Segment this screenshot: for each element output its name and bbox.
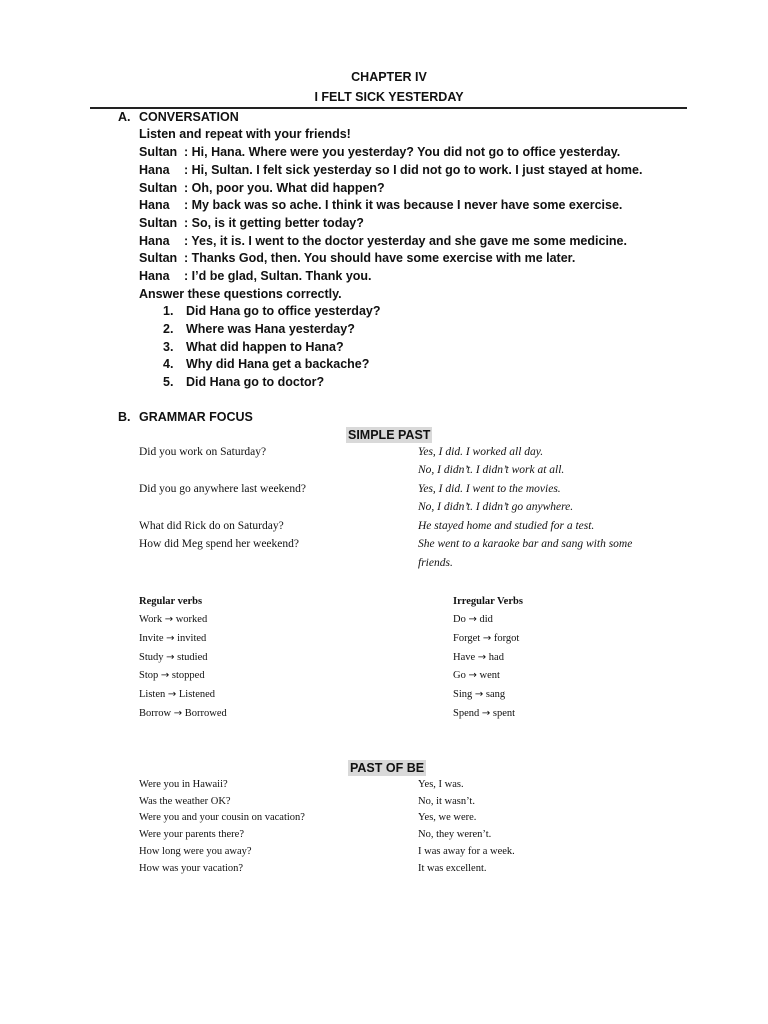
verb-past: sang bbox=[485, 689, 506, 700]
question-number: 2. bbox=[163, 322, 174, 336]
dialogue-line: : I’d be glad, Sultan. Thank you. bbox=[184, 269, 372, 283]
question-number: 4. bbox=[163, 357, 174, 371]
verb-base: Spend bbox=[453, 708, 480, 719]
verb-pair bbox=[139, 614, 207, 625]
dialogue-line: : Hi, Sultan. I felt sick yesterday so I did not go to work. I just stayed at home. bbox=[184, 163, 643, 177]
sp-answer: She went to a karaoke bar and sang with some bbox=[418, 538, 633, 550]
irregular-verbs-heading: Irregular Verbs bbox=[453, 596, 523, 607]
verb-base: Borrow bbox=[139, 708, 172, 719]
verb-past: had bbox=[488, 652, 504, 663]
sp-answer: Yes, I did. I went to the movies. bbox=[418, 483, 561, 495]
dialogue-speaker: Sultan bbox=[139, 251, 178, 265]
sp-answer: No, I didn’t. I didn’t work at all. bbox=[418, 464, 565, 476]
arrow-right-icon: → bbox=[468, 670, 477, 681]
verb-pair bbox=[453, 708, 515, 719]
question-number: 5. bbox=[163, 375, 174, 389]
arrow-right-icon: → bbox=[482, 633, 492, 644]
question-text: Why did Hana get a backache? bbox=[186, 357, 370, 371]
arrow-right-icon: → bbox=[160, 670, 170, 681]
question-text: Did Hana go to doctor? bbox=[186, 375, 325, 389]
pob-answer: I was away for a week. bbox=[418, 846, 515, 857]
sp-answer: No, I didn’t. I didn’t go anywhere. bbox=[418, 501, 574, 513]
arrow-right-icon: → bbox=[166, 633, 175, 644]
verb-past: stopped bbox=[171, 670, 205, 681]
arrow-right-icon: → bbox=[477, 652, 487, 663]
past-of-be-title-text: PAST OF BE bbox=[350, 761, 425, 775]
verb-base: Invite bbox=[139, 633, 164, 644]
verb-past: Borrowed bbox=[184, 708, 227, 719]
section-a-heading: CONVERSATION bbox=[139, 110, 239, 124]
verb-past: spent bbox=[492, 708, 516, 719]
verb-base: Stop bbox=[139, 670, 159, 681]
pob-answer: Yes, I was. bbox=[418, 779, 464, 790]
arrow-right-icon: → bbox=[164, 614, 174, 625]
simple-past-title-text: SIMPLE PAST bbox=[348, 428, 431, 442]
title-divider bbox=[90, 107, 687, 109]
sp-answer: friends. bbox=[418, 557, 453, 569]
pob-question: How long were you away? bbox=[139, 846, 252, 857]
question-text: Did Hana go to office yesterday? bbox=[186, 304, 381, 318]
dialogue-speaker: Hana bbox=[139, 163, 170, 177]
questions-heading: Answer these questions correctly. bbox=[139, 287, 342, 301]
verb-pair bbox=[139, 652, 208, 663]
section-b-letter: B. bbox=[118, 410, 131, 424]
dialogue-line: : Oh, poor you. What did happen? bbox=[184, 181, 385, 195]
section-b-heading: GRAMMAR FOCUS bbox=[139, 410, 253, 424]
verb-base: Study bbox=[139, 652, 164, 663]
verb-base: Listen bbox=[139, 689, 166, 700]
pob-question: Was the weather OK? bbox=[139, 796, 231, 807]
dialogue-speaker: Sultan bbox=[139, 145, 178, 159]
dialogue-line: : Thanks God, then. You should have some exercise with me later. bbox=[184, 251, 576, 265]
verb-past: worked bbox=[175, 614, 208, 625]
past-of-be-title bbox=[348, 761, 426, 775]
question-text: What did happen to Hana? bbox=[186, 340, 344, 354]
question-number: 3. bbox=[163, 340, 174, 354]
arrow-right-icon: → bbox=[166, 652, 175, 663]
dialogue-speaker: Sultan bbox=[139, 216, 178, 230]
verb-pair bbox=[453, 652, 504, 663]
verb-pair bbox=[453, 614, 493, 625]
verb-pair bbox=[453, 670, 500, 681]
verb-past: forgot bbox=[493, 633, 520, 644]
arrow-right-icon: → bbox=[474, 689, 484, 700]
pob-answer: It was excellent. bbox=[418, 863, 487, 874]
verb-base: Do bbox=[453, 614, 466, 625]
verb-past: invited bbox=[177, 633, 207, 644]
arrow-right-icon: → bbox=[173, 708, 183, 719]
dialogue-speaker: Hana bbox=[139, 234, 170, 248]
chapter-label: CHAPTER IV bbox=[351, 70, 427, 84]
verb-pair bbox=[139, 670, 205, 681]
verb-pair bbox=[453, 633, 519, 644]
arrow-right-icon: → bbox=[167, 689, 177, 700]
sp-answer: He stayed home and studied for a test. bbox=[418, 520, 595, 532]
pob-question: Were you in Hawaii? bbox=[139, 779, 228, 790]
verb-past: studied bbox=[177, 652, 208, 663]
chapter-title: I FELT SICK YESTERDAY bbox=[314, 90, 464, 104]
verb-base: Sing bbox=[453, 689, 473, 700]
sp-question: Did you go anywhere last weekend? bbox=[139, 483, 307, 495]
dialogue-line: : My back was so ache. I think it was because I never have some exercise. bbox=[184, 198, 623, 212]
pob-answer: Yes, we were. bbox=[418, 812, 477, 823]
verb-pair bbox=[139, 689, 215, 700]
dialogue-speaker: Hana bbox=[139, 198, 170, 212]
dialogue-line: : So, is it getting better today? bbox=[184, 216, 364, 230]
verb-base: Have bbox=[453, 652, 476, 663]
sp-answer: Yes, I did. I worked all day. bbox=[418, 446, 544, 458]
section-a-letter: A. bbox=[118, 110, 131, 124]
verb-past: went bbox=[479, 670, 500, 681]
dialogue-speaker: Sultan bbox=[139, 181, 178, 195]
verb-past: did bbox=[479, 614, 493, 625]
simple-past-title bbox=[346, 428, 432, 442]
conversation-instruction: Listen and repeat with your friends! bbox=[139, 127, 351, 141]
verb-base: Forget bbox=[453, 633, 481, 644]
pob-question: How was your vacation? bbox=[139, 863, 244, 874]
verb-pair bbox=[139, 633, 206, 644]
pob-question: Were your parents there? bbox=[139, 829, 244, 840]
dialogue-line: : Yes, it is. I went to the doctor yesterday and she gave me some medicine. bbox=[184, 234, 627, 248]
verb-past: Listened bbox=[178, 689, 216, 700]
verb-base: Go bbox=[453, 670, 466, 681]
question-number: 1. bbox=[163, 304, 174, 318]
sp-question: What did Rick do on Saturday? bbox=[139, 520, 284, 532]
question-text: Where was Hana yesterday? bbox=[186, 322, 355, 336]
verb-pair bbox=[453, 689, 505, 700]
verb-base: Work bbox=[139, 614, 163, 625]
arrow-right-icon: → bbox=[468, 614, 477, 625]
sp-question: Did you work on Saturday? bbox=[139, 446, 267, 458]
pob-answer: No, it wasn’t. bbox=[418, 796, 475, 807]
dialogue-speaker: Hana bbox=[139, 269, 170, 283]
dialogue-line: : Hi, Hana. Where were you yesterday? You did not go to office yesterday. bbox=[184, 145, 621, 159]
verb-pair bbox=[139, 708, 227, 719]
regular-verbs-heading: Regular verbs bbox=[139, 596, 203, 607]
pob-question: Were you and your cousin on vacation? bbox=[139, 812, 305, 823]
pob-answer: No, they weren’t. bbox=[418, 829, 492, 840]
sp-question: How did Meg spend her weekend? bbox=[139, 538, 299, 550]
arrow-right-icon: → bbox=[481, 708, 491, 719]
